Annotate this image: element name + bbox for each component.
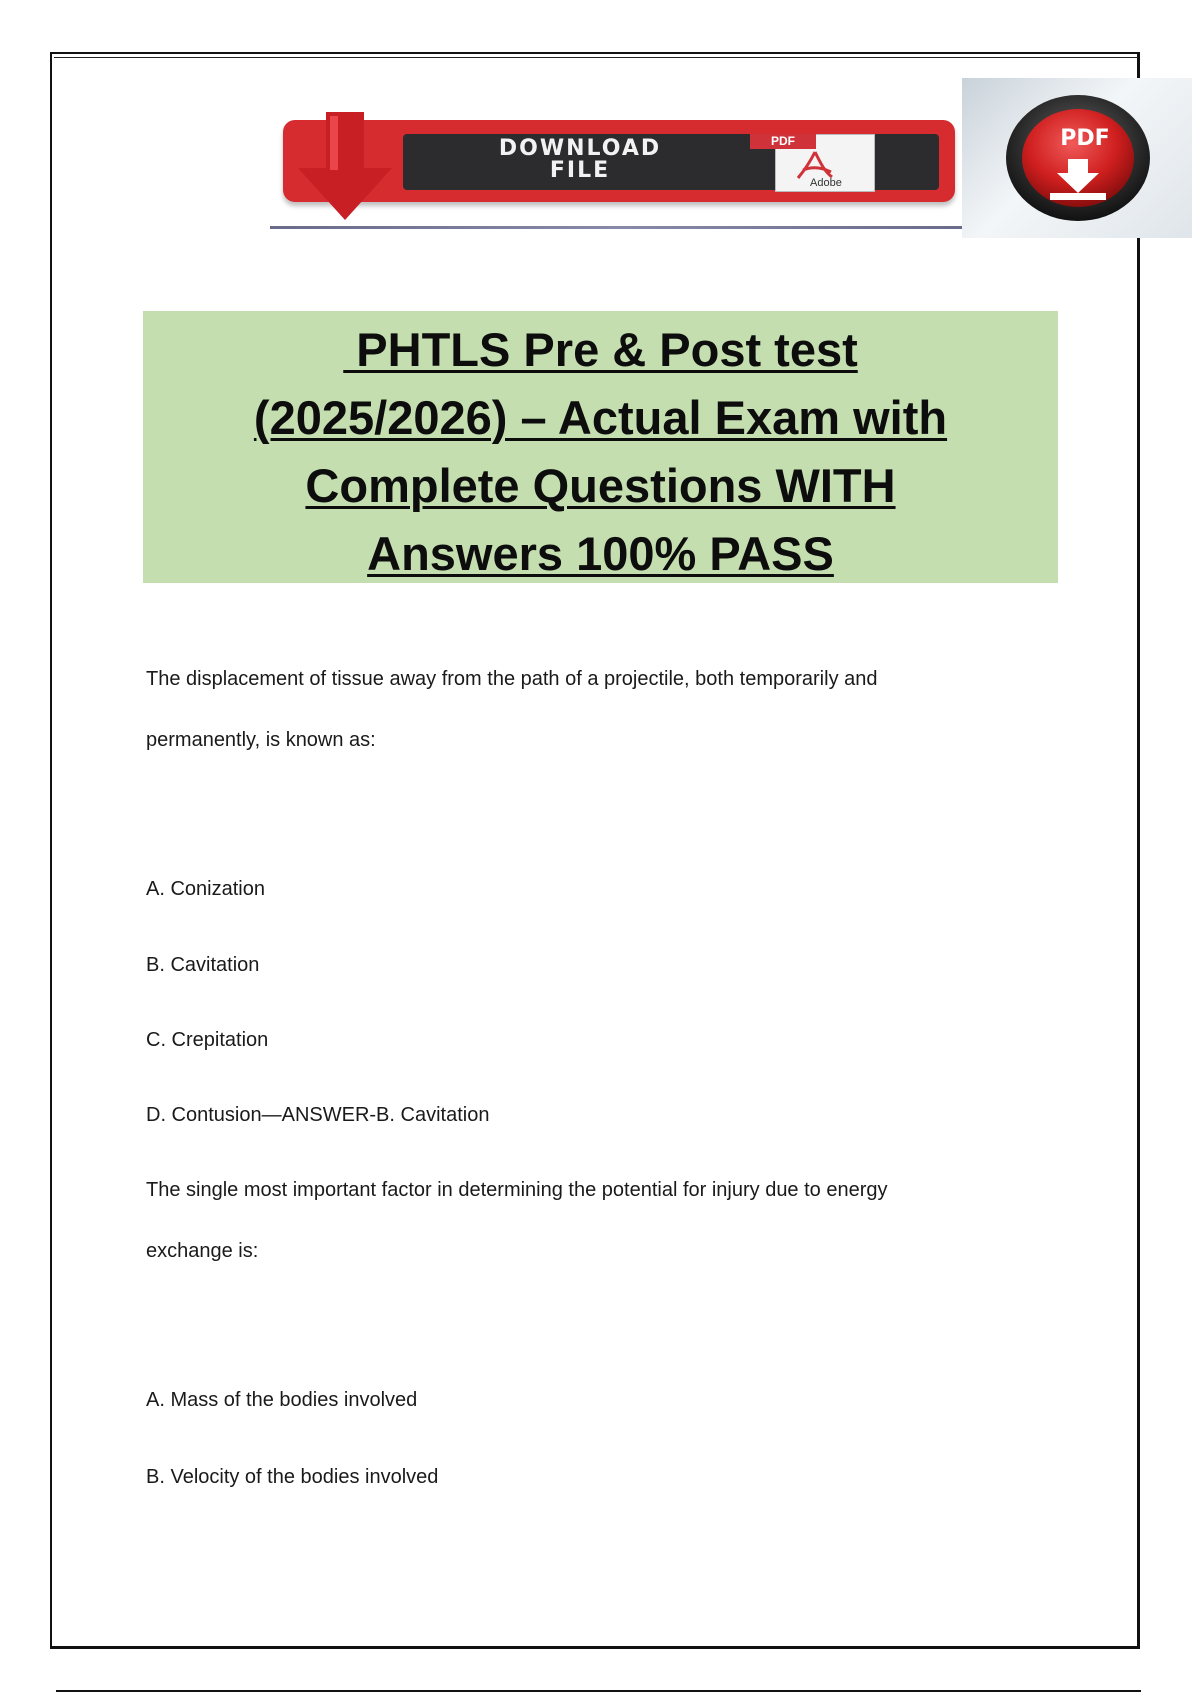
page-bottom-rule xyxy=(56,1690,1141,1692)
title-line: Answers 100% PASS xyxy=(367,527,834,580)
question-stem: The single most important factor in determining the potential for injury due to energy xyxy=(146,1179,888,1201)
question-stem: exchange is: xyxy=(146,1240,259,1262)
answer-option: B. Cavitation xyxy=(146,954,260,976)
pdf-download-icon xyxy=(1005,93,1151,223)
title-line: (2025/2026) – Actual Exam with xyxy=(253,391,948,444)
adobe-wordmark: Adobe xyxy=(810,177,842,189)
answer-option: A. Conization xyxy=(146,878,265,900)
answer-option: D. Contusion—ANSWER-B. Cavitation xyxy=(146,1104,490,1126)
answer-option: B. Velocity of the bodies involved xyxy=(146,1466,439,1488)
download-arrow-icon xyxy=(290,112,400,224)
question-stem: The displacement of tissue away from the path of a projectile, both temporarily and xyxy=(146,668,878,690)
page-border-inner-line xyxy=(54,57,1138,58)
banner-underline xyxy=(270,226,970,229)
download-file-label: DOWNLOAD FILE xyxy=(498,136,662,183)
pdf-badge-label: PDF xyxy=(1060,126,1110,151)
title-line: PHTLS Pre & Post test xyxy=(343,323,858,376)
title-line: Complete Questions WITH xyxy=(305,459,896,512)
question-stem: permanently, is known as: xyxy=(146,729,376,751)
document-title xyxy=(143,316,1058,588)
pdf-file-badge: PDF xyxy=(750,134,816,149)
answer-option: A. Mass of the bodies involved xyxy=(146,1389,418,1411)
answer-option: C. Crepitation xyxy=(146,1029,269,1051)
